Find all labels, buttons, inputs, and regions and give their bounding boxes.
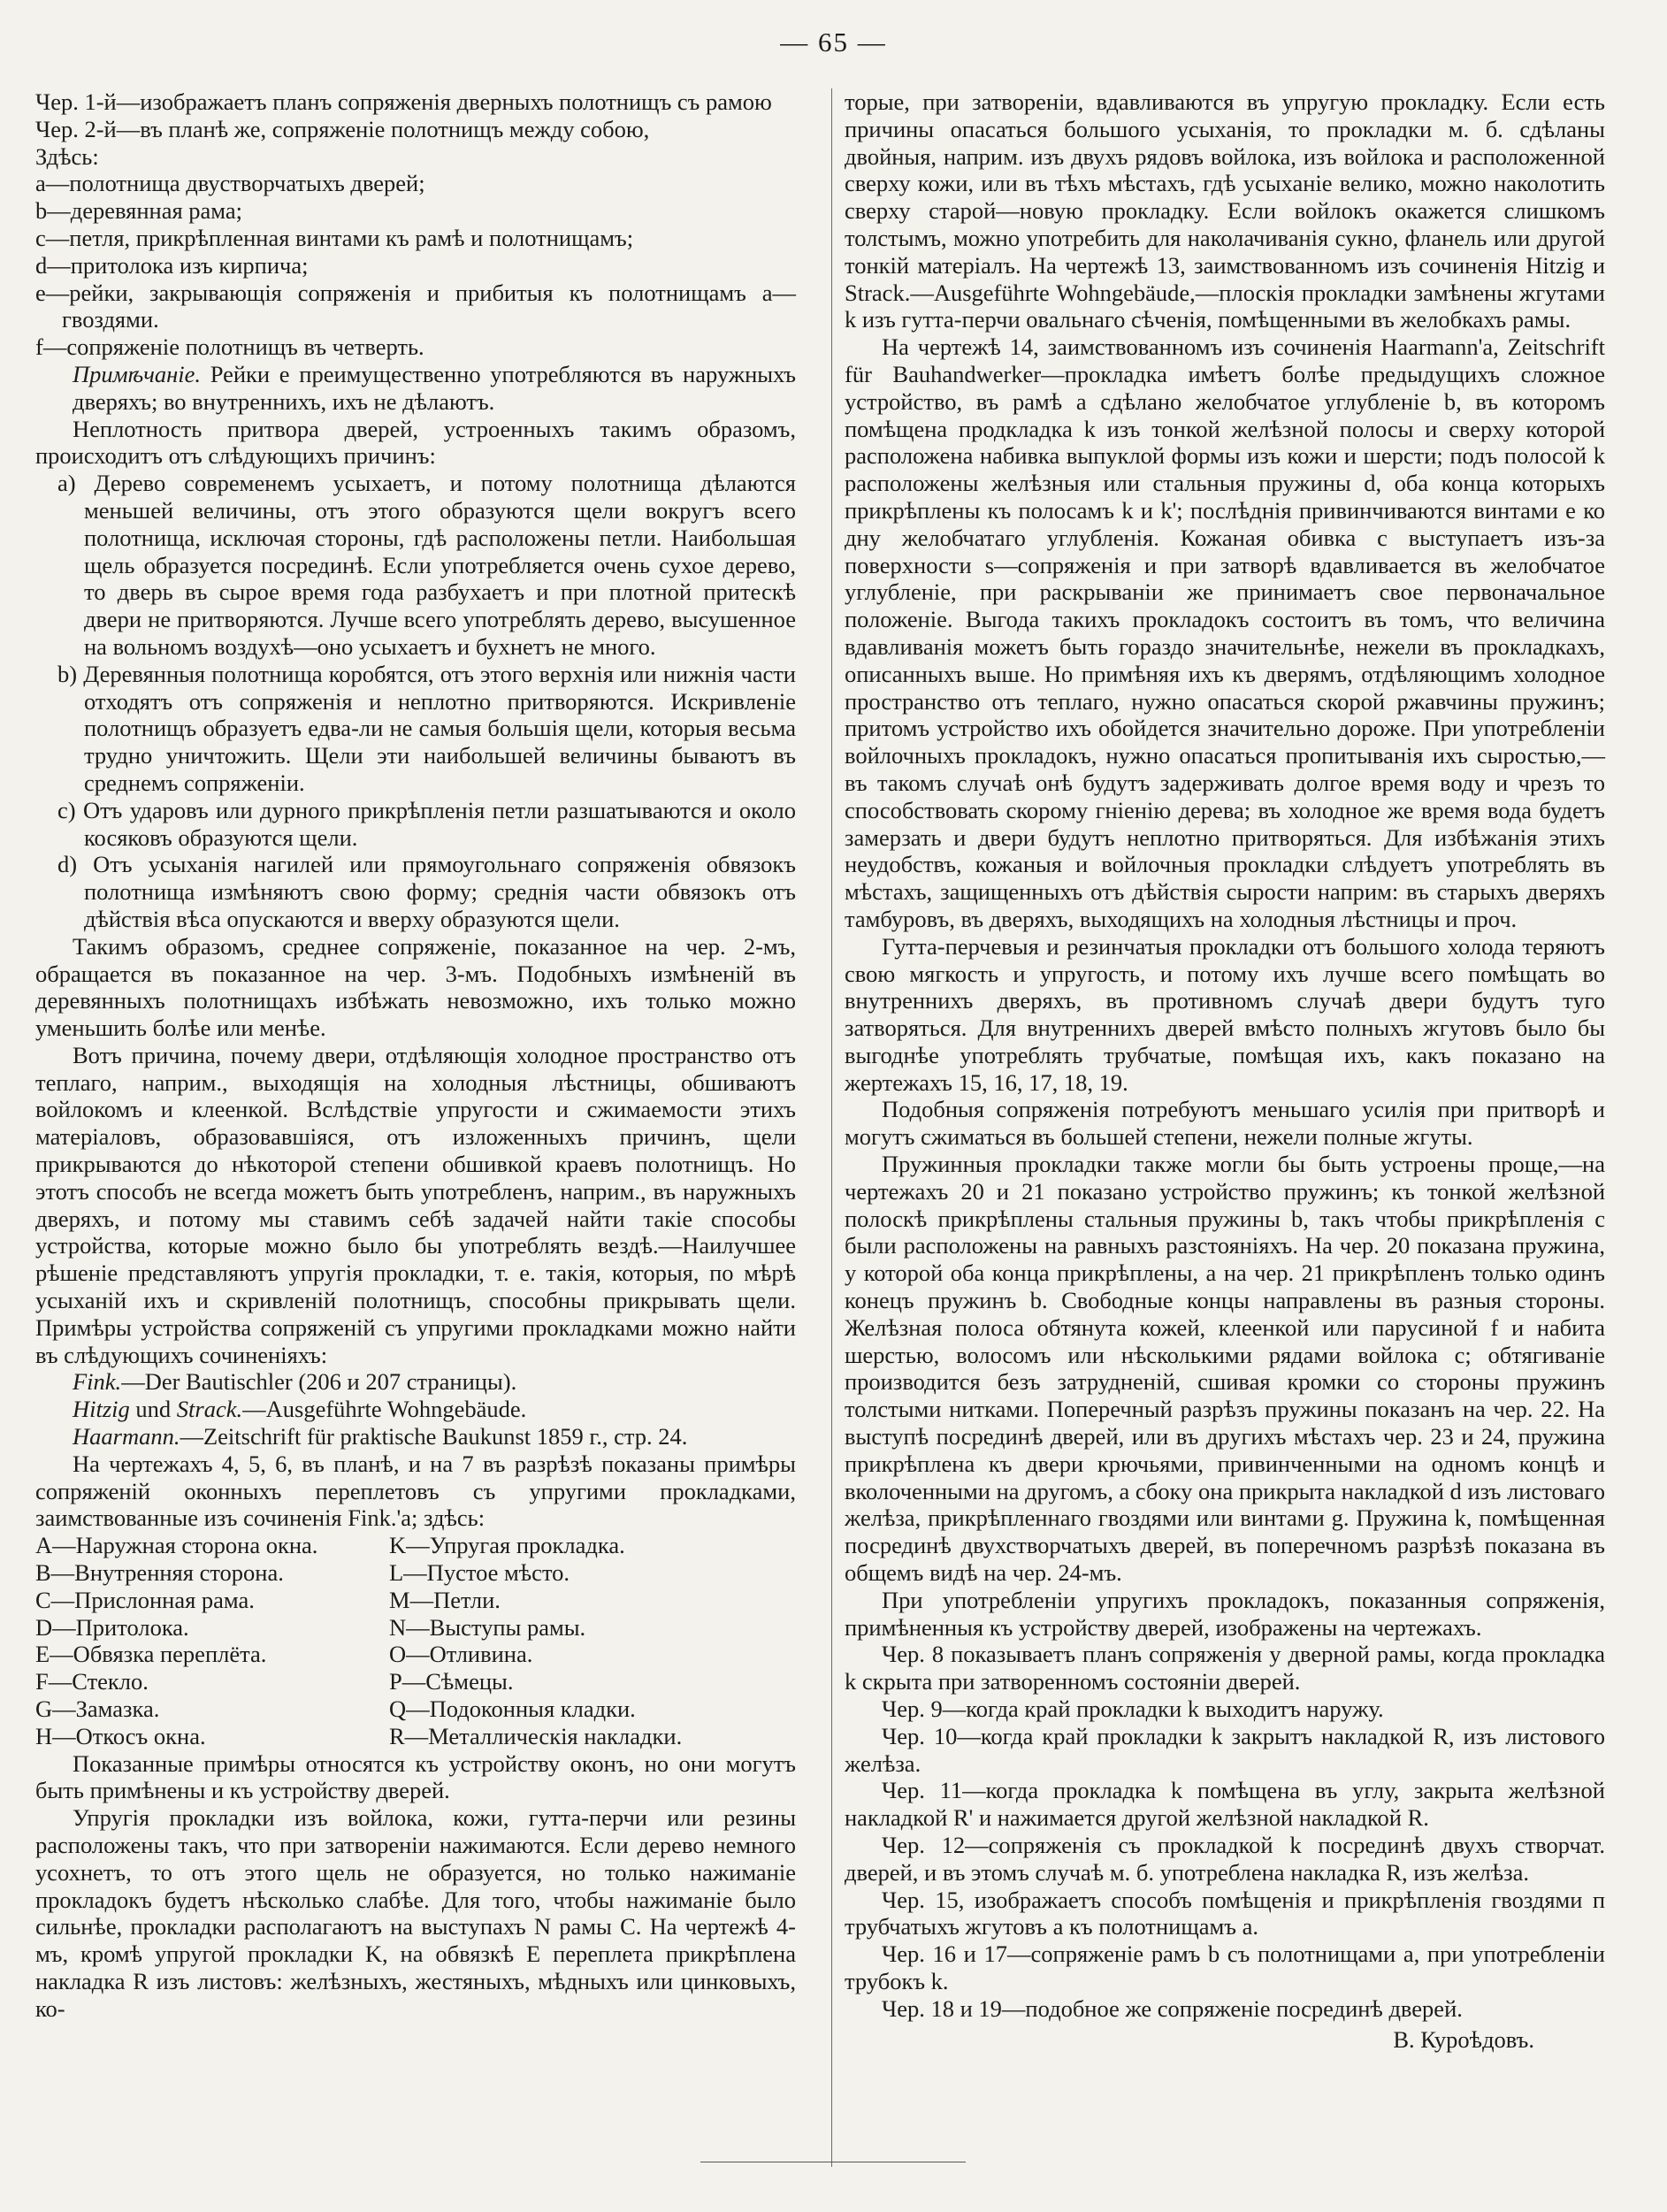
reason-item: c) Отъ ударовъ или дурного прикрѣпленія петли разшатываются и около косяковъ образуются щели. [57,796,796,851]
definition-item: е—рейки, закрывающія сопряженія и прибитыя къ полотнищамъ а—гвоздями. [35,279,796,333]
paragraph: Пружинныя прокладки также могли бы быть устроены проще,—на чертежахъ 20 и 21 показано устройство пружинъ; къ тонкой желѣзной полоскѣ прикрѣплены стальныя пружины b, такъ чтобы прикрѣпленія с были расположены на равныхъ разстояніяхъ. На чер. 20 показана пружина, у которой оба конца прикрѣплены, а на чер. 21 прикрѣпленъ только одинъ конецъ пружинъ b. Свободные концы направлены въ разныя стороны. Желѣзная полоса обтянута кожей, клеенкой или парусиной f и набита шерстью, волосомъ или нѣсколькими рядами войлока с; обтягиваніе производится безъ затрудненій, сшивая кромки со стороны пружинъ толстыми нитками. Поперечный разрѣзъ пружины показанъ на чер. 22. На выступѣ посрединѣ дверей, или въ другихъ мѣстахъ чер. 23 и 24, пружина прикрѣплена къ двери крючьями, привинченными на одномъ концѣ и вколоченными на другомъ, а сбоку она прикрыта накладкой d изъ листоваго желѣза, прикрѣпленнаго гвоздями или винтами g. Пружина k, помѣщенная посрединѣ двухстворчатыхъ дверей, въ поперечномъ разрѣзѣ показана въ общемъ видѣ на чер. 24-мъ. [845,1151,1605,1587]
paragraph: Чер. 2-й—въ планѣ же, сопряженіе полотнищъ между собою, [35,115,650,142]
figure-item: Чер. 8 показываетъ планъ сопряженія у дверной рамы, когда прокладка k скрыта при затворенномъ состояніи дверей. [845,1641,1605,1695]
legend-row [35,1723,796,1750]
paragraph: торые, при затвореніи, вдавливаются въ упругую прокладку. Если есть причины опасаться большого усыханія, то прокладки м. б. сдѣланы двойныя, наприм. изъ двухъ рядовъ войлока, изъ войлока и расположенной сверху кожи, или въ тѣхъ мѣстахъ, гдѣ усыханіе велико, можно наколотить сверху старой—новую прокладку. Если войлокъ окажется слишкомъ толстымъ, можно употребить для наколачиванія сукно, фланель или другой тонкій матеріалъ. На чертежѣ 13, заимствованномъ изъ сочиненія Hitzig и Strack.—Ausgeführte Wohngebäude,—плоскія прокладки замѣнены жгутами k изъ гутта-перчи овальнаго сѣченія, помѣщенными въ желобкахъ рамы. [845,88,1605,333]
reason-item: a) Дерево современемъ усыхаетъ, и потому полотнища дѣлаются меньшей величины, отъ этого образуются щели вокругъ всего полотнища, исключая стороны, гдѣ расположены петли. Наибольшая щель образуется посрединѣ. Если употребляется очень сухое дерево, то дверь въ сырое время года разбухаетъ и при плотной притескѣ двери не притворяются. Лучше всего употреблять дерево, высушенное на вольномъ воздухѣ—оно усыхаетъ и бухнетъ не много. [57,470,796,660]
legend-table [35,1532,796,1749]
legend-entry: A—Наружная сторона окна. [35,1532,318,1559]
note-label: Примѣчаніе. [73,360,202,387]
definition-item: b—деревянная рама; [35,197,243,225]
figure-item: Чер. 9—когда край прокладки k выходитъ наружу. [882,1695,1384,1723]
column-divider [831,88,832,2167]
legend-entry: O—Отливина. [389,1641,533,1668]
paragraph: При употребленіи упругихъ прокладокъ, показанныя сопряженія, примѣненныя къ устройству дверей, изображены на чертежахъ. [845,1586,1605,1641]
legend-row [35,1668,796,1695]
definition-item: а—полотнища двустворчатыхъ дверей; [35,170,425,197]
ref-text: —Zeitschrift für praktische Baukunst 1859 г., стр. 24. [180,1423,688,1450]
legend-entry: G—Замазка. [35,1695,160,1723]
paragraph: Подобныя сопряженія потребуютъ меньшаго усилія при притворѣ и могутъ сжиматься въ большей степени, нежели полные жгуты. [845,1096,1605,1151]
note [35,361,796,416]
paragraph: Такимъ образомъ, среднее сопряженіе, показанное на чер. 2-мъ, обращается въ показанное на чер. 3-мъ. Подобныхъ измѣненій въ деревянныхъ полотнищахъ избѣжать невозможно, ихъ только можно уменьшить болѣе или менѣе. [35,932,796,1042]
reason-item: d) Отъ усыханія нагилей или прямоугольнаго сопряженія обвязокъ полотнища измѣняютъ свою форму; среднія части обвязокъ отъ дѣйствія вѣса опускаются и вверху образуются щели. [57,851,796,932]
author-signature: В. Куроѣдовъ. [1393,2025,1534,2053]
definition-item: с—петля, прикрѣпленная винтами къ рамѣ и полотнищамъ; [35,224,634,251]
legend-entry: D—Притолока. [35,1613,189,1641]
legend-row [35,1641,796,1668]
ref-author: Haarmann. [73,1423,180,1450]
figure-item: Чер. 18 и 19—подобное же сопряженіе посрединѣ дверей. [882,1994,1463,2022]
paragraph: Упругія прокладки изъ войлока, кожи, гутта-перчи или резины расположены такъ, что при затвореніи нажимаются. Если дерево немного усохнетъ, то отъ этого щель не образуется, но только нажиманіе прокладокъ будетъ нѣсколько слабѣе. Для того, чтобы нажиманіе было сильнѣе, прокладки располагаютъ на выступахъ N рамы C. На чертежѣ 4-мъ, кромѣ упругой прокладки K, на обвязкѣ E переплета прикрѣплена накладка R изъ листовъ: желѣзныхъ, жестяныхъ, мѣдныхъ или цинковыхъ, ко- [35,1804,796,2022]
legend-entry: H—Откосъ окна. [35,1722,206,1749]
legend-entry: C—Прислонная рама. [35,1586,255,1613]
ref-author: Strack. [176,1396,243,1423]
paragraph: Вотъ причина, почему двери, отдѣляющія холодное пространство отъ теплаго, наприм., выходящія на холодныя лѣстницы, обшиваютъ войлокомъ и клеенкой. Вслѣдствіе упругости и сжимаемости этихъ матеріаловъ, образовавшіяся, отъ изложенныхъ причинъ, щели прикрываются до нѣкоторой степени обшивкой краевъ полотнищъ. Но этотъ способъ не всегда можетъ быть употребленъ, наприм., въ наружныхъ дверяхъ, и потому мы ставимъ себѣ задачей найти такіе способы устройства, которые можно было бы употреблять вездѣ.—Наилучшее рѣшеніе представляютъ упругія прокладки, т. е. такія, которыя, по мѣрѣ усыханій ихъ и скривленій полотнищъ, способны прикрывать щели. Примѣры устройства сопряженій съ упругими прокладками можно найти въ слѣдующихъ сочиненіяхъ: [35,1041,796,1368]
legend-entry: B—Внутренняя сторона. [35,1559,284,1587]
reference-item [35,1396,796,1423]
paragraph: На чертежахъ 4, 5, 6, въ планѣ, и на 7 въ разрѣзѣ показаны примѣры сопряженій оконныхъ переплетовъ съ упругими прокладками, заимствованные изъ сочиненія Fink.'а; здѣсь: [35,1450,796,1532]
legend-row [35,1532,796,1559]
reference-item [35,1423,796,1450]
note-text: Рейки е преимущественно употребляются въ наружныхъ дверяхъ; во внутреннихъ, ихъ не дѣлаютъ. [73,360,796,415]
ref-text: und [129,1396,177,1423]
legend-entry: P—Сѣмецы. [389,1668,514,1695]
legend-entry: N—Выступы рамы. [389,1613,586,1641]
left-column [35,88,796,2023]
legend-entry: Q—Подоконныя кладки. [389,1695,636,1723]
legend-entry: F—Стекло. [35,1668,149,1695]
reason-item: b) Деревянныя полотнища коробятся, отъ этого верхнія или нижнія части отходятъ отъ сопряженія и неплотно притворяются. Искривленіе полотнищъ образуетъ едва-ли не самыя большія щели, которыя весьма трудно уничтожить. Щели эти наибольшей величины бываютъ въ среднемъ сопряженіи. [57,660,796,796]
paragraph: Чер. 1-й—изображаетъ планъ сопряженія дверныхъ полотнищъ съ рамою [35,88,772,115]
figure-item: Чер. 15, изображаетъ способъ помѣщенія и прикрѣпленія гвоздями п трубчатыхъ жгутовъ а къ полотнищамъ а. [845,1886,1605,1940]
legend-entry: K—Упругая прокладка. [389,1532,625,1559]
legend-entry: L—Пустое мѣсто. [389,1559,570,1587]
figure-item: Чер. 16 и 17—сопряженіе рамъ b съ полотнищами а, при употребленіи трубокъ k. [845,1940,1605,1994]
reference-item [35,1368,796,1396]
ref-text: —Der Bautischler (206 и 207 страницы). [121,1368,517,1396]
ref-author: Hitzig [73,1396,130,1423]
definition-item: f—сопряженіе полотнищъ въ четверть. [35,333,424,361]
page-number: — 65 — [780,27,887,57]
figure-item: Чер. 10—когда край прокладки k закрытъ накладкой R, изъ листового желѣза. [845,1722,1605,1777]
legend-row [35,1695,796,1723]
ref-text: —Ausgeführte Wohngebäude. [242,1396,527,1423]
legend-row [35,1559,796,1587]
right-column [845,88,1605,2053]
figure-item: Чер. 12—сопряженія съ прокладкой k посрединѣ двухъ створчат. дверей, и въ этомъ случаѣ м. б. употреблена накладка R, изъ желѣза. [845,1832,1605,1886]
ref-author: Fink. [73,1368,122,1396]
definition-item: d—притолока изъ кирпича; [35,251,309,279]
legend-entry: E—Обвязка переплёта. [35,1641,267,1668]
paragraph: Показанные примѣры относятся къ устройству оконъ, но они могутъ быть примѣнены и къ устройству дверей. [35,1749,796,1804]
paragraph: Здѣсь: [35,142,99,170]
paragraph: На чертежѣ 14, заимствованномъ изъ сочиненія Haarmann'a, Zeitschrift für Bauhandwerker—прокладка имѣетъ болѣе предыдущихъ сложное устройство, въ рамѣ а сдѣлано желобчатое углубленіе b, въ которомъ помѣщена продкладка k изъ тонкой желѣзной полосы и сверху которой расположена набивка выпуклой формы изъ кожи и шерсти; подъ полосой k расположены желѣзныя или стальныя пружины d, оба конца которыхъ прикрѣплены къ полосамъ k и k'; послѣднія привинчиваются винтами е ко дну желобчатаго углубленія. Кожаная обивка с выступаетъ изъ-за поверхности s—сопряженія и при затворѣ вдавливается въ желобчатое углубленіе, при раскрываніи же принимаетъ свое первоначальное положеніе. Выгода такихъ прокладокъ состоитъ въ томъ, что величина вдавливанія можетъ быть гораздо значительнѣе, нежели въ прокладкахъ, описанныхъ выше. Но примѣняя ихъ къ дверямъ, отдѣляющимъ холодное пространство отъ теплаго, нужно опасаться скорой ржавчины пружинъ; притомъ устройство ихъ обойдется значительно дороже. При употребленіи войлочныхъ прокладокъ, нужно опасаться пропитыванія ихъ сыростью,—въ такомъ случаѣ онѣ будутъ задерживать долгое время воду и чрезъ то способствовать скорому гніенію дерева; въ холодное же время вода будетъ замерзать и двери будутъ неплотно притворяться. Для избѣжанія этихъ неудобствъ, кожаныя и войлочныя прокладки слѣдуетъ употреблять въ мѣстахъ, защищенныхъ отъ дѣйствія сырости наприм: въ старыхъ дверяхъ тамбуровъ, въ дверяхъ, выходящихъ на холодныя лѣстницы и проч. [845,333,1605,932]
paragraph: Неплотность притвора дверей, устроенныхъ такимъ образомъ, происходитъ отъ слѣдующихъ причинъ: [35,415,796,470]
paragraph: Гутта-перчевыя и резинчатыя прокладки отъ большого холода теряютъ свою мягкость и упругость, и потому ихъ лучше всего помѣщать во внутреннихъ дверяхъ, въ противномъ случаѣ двери будутъ туго затворяться. Для внутреннихъ дверей вмѣсто полныхъ жгутовъ было бы выгоднѣе употреблять трубчатые, помѣщая ихъ, какъ показано на жертежахъ 15, 16, 17, 18, 19. [845,932,1605,1096]
legend-row [35,1587,796,1614]
figure-item: Чер. 11—когда прокладка k помѣщена въ углу, закрыта желѣзной накладкой R' и нажимается другой желѣзной накладкой R. [845,1777,1605,1832]
legend-entry: M—Петли. [389,1586,501,1613]
legend-entry: R—Металлическія накладки. [389,1722,683,1749]
legend-row [35,1614,796,1642]
